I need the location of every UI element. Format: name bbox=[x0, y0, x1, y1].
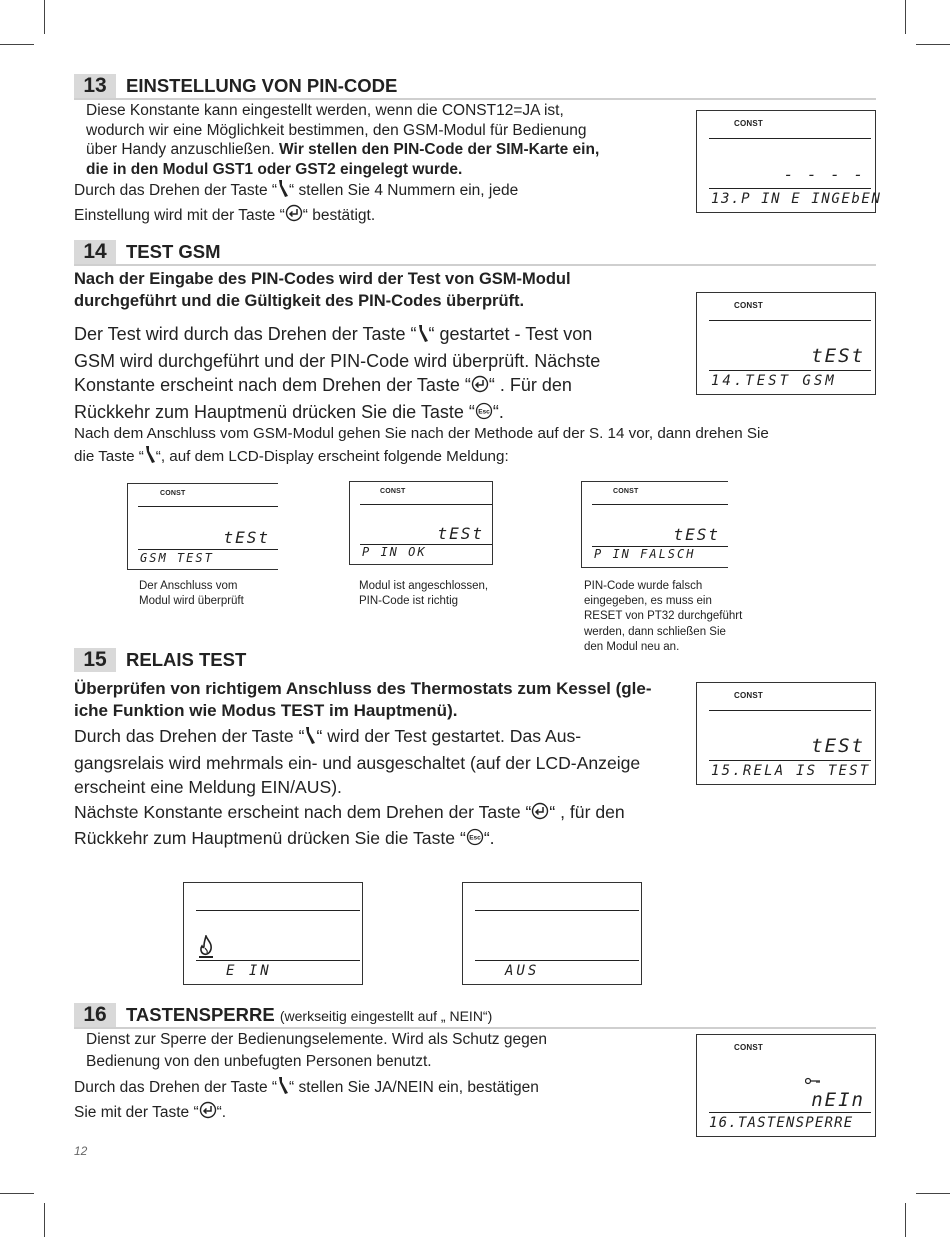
text-line: Einstellung wird mit der Taste “ “ bestätigt. bbox=[74, 204, 654, 229]
section-title-text: TASTENSPERRE bbox=[126, 1004, 275, 1025]
lcd-display-pin-falsch bbox=[581, 481, 728, 568]
section-subtitle: (werkseitig eingestellt auf „ NEIN“) bbox=[279, 1008, 493, 1024]
lcd-bottom-text: P IN FALSCH bbox=[594, 547, 696, 561]
text-line: Rückkehr zum Hauptmenü drücken Sie die Taste “ Esc “. bbox=[74, 400, 664, 427]
lcd-divider bbox=[709, 1112, 871, 1113]
lcd-divider bbox=[196, 910, 360, 911]
section-13-header bbox=[74, 74, 876, 100]
text-line: Diese Konstante kann eingestellt werden, wenn die CONST12=JA ist, bbox=[86, 102, 564, 119]
lcd-value: tESt bbox=[673, 525, 720, 544]
lcd-display-16 bbox=[696, 1034, 876, 1137]
lcd-bottom-text: P IN OK bbox=[362, 545, 427, 559]
text-line: Der Test wird durch das Drehen der Taste “ “ gestartet - Test von bbox=[74, 322, 664, 349]
crop-mark bbox=[905, 0, 906, 34]
lcd-bottom-text: 13.P IN E INGEbEN bbox=[711, 191, 882, 207]
section-14-header bbox=[74, 240, 876, 266]
lcd-divider bbox=[475, 960, 639, 961]
section-15-header bbox=[74, 648, 684, 672]
lcd-display-gsm-test bbox=[127, 483, 278, 570]
crop-mark bbox=[0, 44, 34, 45]
enter-icon bbox=[471, 375, 489, 400]
lcd-const-label: CONST bbox=[734, 119, 763, 128]
section-15-bold-intro bbox=[74, 678, 694, 722]
section-16-paragraph bbox=[86, 1029, 646, 1073]
wrench-icon bbox=[304, 726, 316, 751]
section-16-header bbox=[74, 1003, 876, 1029]
section-14-bold-intro bbox=[74, 268, 694, 312]
lcd-divider bbox=[138, 549, 278, 550]
lcd-divider bbox=[709, 710, 871, 711]
text-line: erscheint eine Meldung EIN/AUS). bbox=[74, 777, 342, 797]
crop-mark bbox=[916, 1193, 950, 1194]
section-13-instructions bbox=[74, 179, 654, 229]
lcd-const-label: CONST bbox=[380, 488, 406, 495]
lcd-value: tESt bbox=[223, 528, 270, 547]
text-line: Nach der Eingabe des PIN-Codes wird der Test von GSM-Modul bbox=[74, 270, 571, 288]
lcd-divider bbox=[709, 138, 871, 139]
svg-text:Esc: Esc bbox=[469, 834, 481, 842]
lcd-divider bbox=[196, 960, 360, 961]
lcd-value: tESt bbox=[811, 735, 865, 757]
section-number: 16 bbox=[74, 1003, 116, 1027]
svg-text:Esc: Esc bbox=[478, 408, 490, 415]
crop-mark bbox=[905, 1203, 906, 1237]
lcd-display-14 bbox=[696, 292, 876, 395]
display-caption bbox=[359, 579, 539, 609]
crop-mark bbox=[916, 44, 950, 45]
text-line: wodurch wir eine Möglichkeit bestimmen, den GSM-Modul für Bedienung bbox=[86, 121, 587, 139]
caption-line: Der Anschluss vom bbox=[139, 580, 238, 592]
lcd-const-label: CONST bbox=[160, 490, 186, 497]
text-line: Durch das Drehen der Taste “ “ stellen Sie 4 Nummern ein, jede bbox=[74, 179, 654, 204]
enter-icon bbox=[531, 802, 549, 827]
wrench-icon bbox=[144, 445, 156, 470]
page-number: 12 bbox=[74, 1144, 88, 1158]
lcd-bottom-text: AUS bbox=[505, 963, 540, 979]
section-title bbox=[126, 1003, 492, 1028]
lcd-divider bbox=[709, 188, 871, 189]
crop-mark bbox=[0, 1193, 34, 1194]
lcd-display-13 bbox=[696, 110, 882, 213]
text-line: Dienst zur Sperre der Bedienungselemente. Wird als Schutz gegen bbox=[86, 1031, 547, 1048]
section-title: RELAIS TEST bbox=[126, 649, 247, 670]
caption-line: eingegeben, es muss ein bbox=[584, 595, 712, 608]
section-15-body bbox=[74, 724, 694, 853]
lcd-const-label: CONST bbox=[734, 1043, 763, 1052]
lcd-value: tESt bbox=[437, 524, 484, 543]
lcd-divider bbox=[360, 504, 492, 505]
section-number: 13 bbox=[74, 74, 116, 98]
lcd-const-label: CONST bbox=[734, 691, 763, 700]
section-13-paragraph bbox=[86, 101, 646, 179]
lcd-divider bbox=[592, 504, 728, 505]
section-number: 15 bbox=[74, 648, 116, 672]
text-line: Durch das Drehen der Taste “ “ wird der Test gestartet. Das Aus- bbox=[74, 724, 694, 751]
wrench-icon bbox=[277, 1076, 289, 1101]
text-line: durchgeführt und die Gültigkeit des PIN-Codes überprüft. bbox=[74, 292, 525, 310]
lcd-bottom-text: 14.TEST GSM bbox=[711, 373, 837, 389]
enter-icon bbox=[285, 204, 303, 229]
text-line: Überprüfen von richtigem Anschluss des Thermostats zum Kessel (gle- bbox=[74, 679, 652, 698]
lcd-divider bbox=[475, 910, 639, 911]
caption-line: den Modul neu an. bbox=[584, 640, 680, 653]
lcd-bottom-text: 16.TASTENSPERRE bbox=[709, 1115, 854, 1131]
caption-line: Modul wird überprüft bbox=[139, 595, 244, 608]
text-line: die in den Modul GST1 oder GST2 eingelegt wurde. bbox=[86, 160, 463, 178]
wrench-icon bbox=[277, 179, 289, 204]
text-line: Bedienung von den unbefugten Personen benutzt. bbox=[86, 1053, 432, 1070]
text-line: GSM wird durchgeführt und der PIN-Code wird überprüft. Nächste bbox=[74, 350, 601, 371]
section-number: 14 bbox=[74, 240, 116, 264]
lcd-bottom-text: 15.RELA IS TEST bbox=[711, 763, 871, 779]
crop-mark bbox=[44, 0, 45, 34]
lcd-divider bbox=[709, 760, 871, 761]
text-line: Nach dem Anschluss vom GSM-Modul gehen Sie nach der Methode auf der S. 14 vor, dann drehen Sie bbox=[74, 425, 769, 442]
text-line: Rückkehr zum Hauptmenü drücken Sie die Taste “ Esc “. bbox=[74, 826, 694, 853]
lcd-const-label: CONST bbox=[613, 488, 639, 495]
lcd-value: nEIn bbox=[811, 1089, 865, 1111]
section-title: TEST GSM bbox=[126, 241, 221, 262]
enter-icon bbox=[199, 1101, 217, 1126]
lcd-divider bbox=[709, 370, 871, 371]
caption-line: werden, dann schließen Sie bbox=[584, 625, 726, 638]
lcd-const-label: CONST bbox=[734, 301, 763, 310]
lcd-value: tESt bbox=[811, 345, 865, 367]
lcd-display-relay-ein bbox=[183, 882, 363, 985]
section-14-note bbox=[74, 422, 884, 470]
caption-line: RESET von PT32 durchgeführt bbox=[584, 610, 743, 623]
lcd-display-pin-ok bbox=[349, 481, 493, 565]
section-16-instructions bbox=[74, 1076, 654, 1126]
key-icon bbox=[805, 1072, 821, 1090]
lcd-display-15 bbox=[696, 682, 876, 785]
lcd-divider bbox=[709, 320, 871, 321]
text-line: Konstante erscheint nach dem Drehen der Taste “ “ . Für den bbox=[74, 373, 664, 400]
crop-mark bbox=[44, 1203, 45, 1237]
wrench-icon bbox=[417, 324, 429, 349]
section-title: EINSTELLUNG VON PIN-CODE bbox=[126, 75, 398, 96]
lcd-bottom-text: GSM TEST bbox=[140, 551, 214, 565]
lcd-bottom-text: E IN bbox=[226, 963, 272, 979]
lcd-display-relay-aus bbox=[462, 882, 642, 985]
lcd-value: - - - - bbox=[783, 165, 865, 184]
caption-line: PIN-Code ist richtig bbox=[359, 595, 459, 608]
text-line: gangsrelais wird mehrmals ein- und ausgeschaltet (auf der LCD-Anzeige bbox=[74, 752, 641, 773]
caption-line: Modul ist angeschlossen, bbox=[359, 580, 489, 592]
caption-line: PIN-Code wurde falsch bbox=[584, 580, 703, 592]
section-14-body bbox=[74, 322, 664, 426]
display-caption bbox=[584, 579, 784, 655]
text-line: Sie mit der Taste “ “. bbox=[74, 1101, 654, 1126]
text-line: iche Funktion wie Modus TEST im Hauptmenü). bbox=[74, 701, 458, 720]
lcd-divider bbox=[138, 506, 278, 507]
text-line: Nächste Konstante erscheint nach dem Drehen der Taste “ “ , für den bbox=[74, 800, 694, 827]
text-line: die Taste “ “, auf dem LCD-Display erscheint folgende Meldung: bbox=[74, 445, 884, 470]
text-line: Durch das Drehen der Taste “ “ stellen Sie JA/NEIN ein, bestätigen bbox=[74, 1076, 654, 1101]
esc-icon bbox=[466, 828, 484, 853]
display-caption bbox=[139, 579, 319, 609]
text-line: über Handy anzuschließen. Wir stellen den PIN-Code der SIM-Karte ein, bbox=[86, 141, 600, 158]
